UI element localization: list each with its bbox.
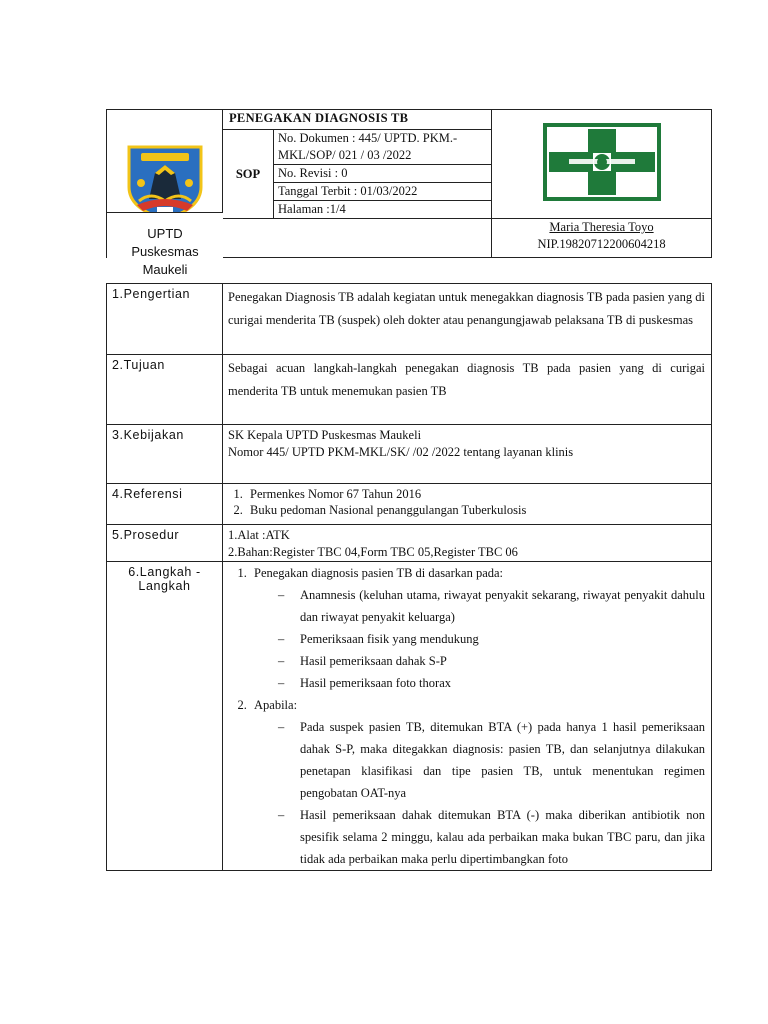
kebijakan-line-2: Nomor 445/ UPTD PKM-MKL/SK/ /02 /2022 tentang layanan klinis	[228, 445, 574, 459]
signature-block	[492, 219, 712, 258]
halaman: Halaman :1/4	[274, 201, 492, 219]
section-text-referensi	[223, 484, 712, 525]
section-text-kebijakan	[223, 425, 712, 484]
langkah-steps	[228, 562, 705, 870]
section-label-pengertian: 1.Pengertian	[107, 284, 223, 355]
step-1-item: – Anamnesis (keluhan utama, riwayat penyakit sekarang, riwayat penyakit dahulu dan riwayat penyakit keluarga)	[278, 584, 705, 628]
section-label-referensi: 4.Referensi	[107, 484, 223, 525]
unit-line-2: Puskesmas	[131, 244, 199, 259]
prosedur-line-1: 1.Alat :ATK	[228, 528, 290, 542]
langkah-label-line-1: 6.Langkah -	[128, 565, 201, 579]
step-2-text: Apabila:	[254, 698, 298, 712]
unit-name-block	[107, 212, 223, 283]
right-logo-cell	[492, 110, 712, 219]
referensi-list	[228, 486, 705, 518]
sop-body-table	[106, 283, 712, 871]
no-revisi: No. Revisi : 0	[274, 165, 492, 183]
langkah-label-line-2: Langkah	[138, 579, 191, 593]
regency-emblem-icon	[121, 143, 209, 221]
section-label-langkah	[107, 562, 223, 871]
unit-line-3: Maukeli	[142, 262, 188, 277]
signatory-name: Maria Theresia Toyo	[549, 220, 654, 234]
no-dokumen: No. Dokumen : 445/ UPTD. PKM.-MKL/SOP/ 021 / 03 /2022	[274, 130, 492, 165]
step-1-item: – Hasil pemeriksaan foto thorax	[278, 672, 705, 694]
unit-line-1: UPTD	[147, 226, 183, 241]
prosedur-line-2: 2.Bahan:Register TBC 04,Form TBC 05,Register TBC 06	[228, 545, 518, 559]
referensi-item: 2. Buku pedoman Nasional penanggulangan Tuberkulosis	[246, 502, 705, 518]
kebijakan-line-1: SK Kepala UPTD Puskesmas Maukeli	[228, 428, 422, 442]
step-2-item: – Pada suspek pasien TB, ditemukan BTA (+) pada hanya 1 hasil pemeriksaan dahak S-P, maka ditegakkan diagnosis: pasien TB, dan selanjutnya dilakukan penetapan klasifikasi dan tipe pasien TB, untuk menentukan regimen pengobatan OAT-nya	[278, 716, 705, 804]
section-text-tujuan: Sebagai acuan langkah-langkah penegakan diagnosis TB pada pasien yang di curigai menderita TB untuk menemukan pasien TB	[223, 355, 712, 425]
step-1-item: – Pemeriksaan fisik yang mendukung	[278, 628, 705, 650]
langkah-step-1	[250, 562, 705, 694]
step-1-item: – Hasil pemeriksaan dahak S-P	[278, 650, 705, 672]
step-1-items	[254, 584, 705, 694]
blank-cell	[223, 219, 492, 258]
step-2-items	[254, 716, 705, 870]
puskesmas-cross-logo-icon	[539, 119, 665, 205]
step-2-item: – Hasil pemeriksaan dahak ditemukan BTA (-) maka diberikan antibiotik non spesifik selama 2 minggu, kalau ada perbaikan maka bukan TBC paru, dan jika tidak ada perbaikan maka perlu dipertimbangkan foto	[278, 804, 705, 870]
section-text-langkah	[223, 562, 712, 871]
tanggal-terbit: Tanggal Terbit : 01/03/2022	[274, 183, 492, 201]
section-label-tujuan: 2.Tujuan	[107, 355, 223, 425]
sop-label: SOP	[223, 130, 274, 219]
section-label-kebijakan: 3.Kebijakan	[107, 425, 223, 484]
document-title: PENEGAKAN DIAGNOSIS TB	[223, 110, 492, 130]
langkah-step-2	[250, 694, 705, 870]
signatory-nip: NIP.19820712200604218	[537, 237, 666, 251]
section-label-prosedur: 5.Prosedur	[107, 525, 223, 562]
section-text-pengertian: Penegakan Diagnosis TB adalah kegiatan untuk menegakkan diagnosis TB pada pasien yang di curigai menderita TB (suspek) oleh dokter atau penangungjawab pelaksana TB di puskesmas	[223, 284, 712, 355]
section-text-prosedur	[223, 525, 712, 562]
referensi-item: 1. Permenkes Nomor 67 Tahun 2016	[246, 486, 705, 502]
step-1-text: Penegakan diagnosis pasien TB di dasarkan pada:	[254, 566, 504, 580]
